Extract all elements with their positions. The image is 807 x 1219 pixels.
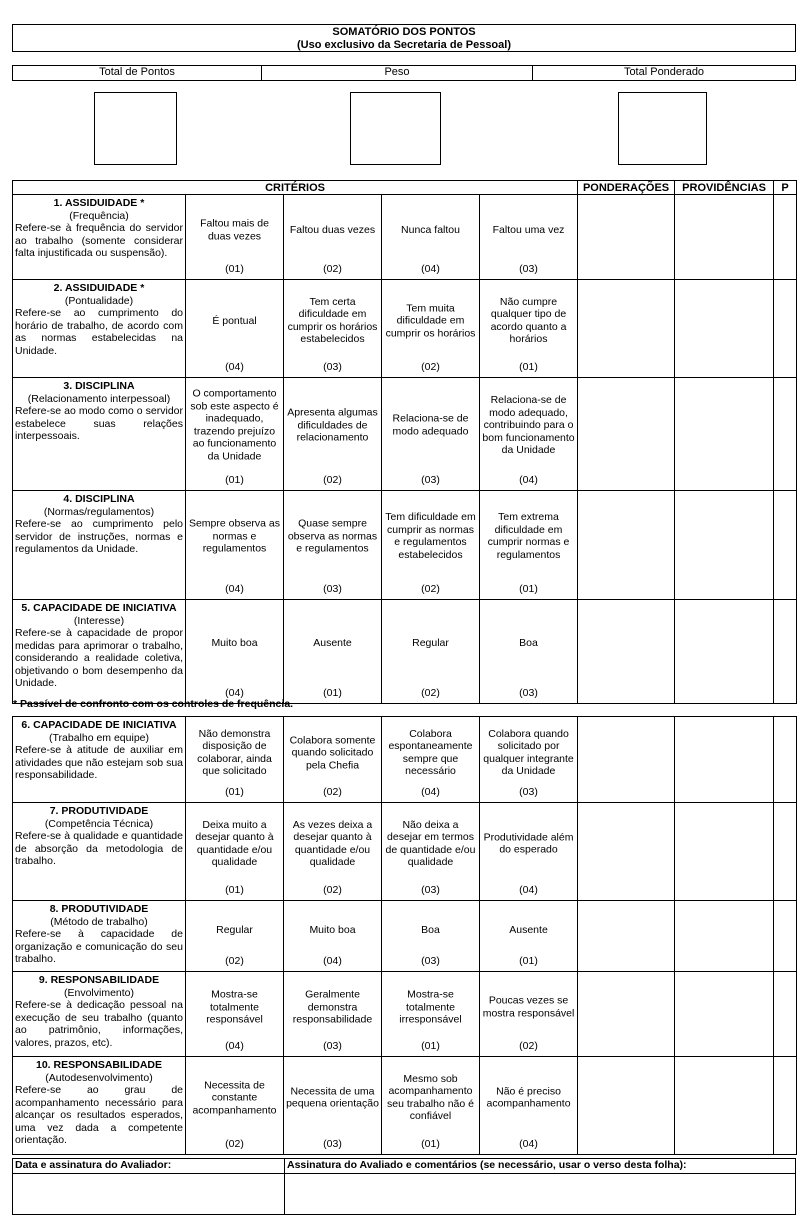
- option-text: Mostra-se totalmente irresponsável: [399, 988, 462, 1026]
- criterion-row: [13, 1057, 797, 1155]
- option-text: Nunca faltou: [401, 224, 460, 237]
- weighted-total-box[interactable]: [618, 92, 707, 165]
- signature-table: [12, 1158, 796, 1215]
- weight-box[interactable]: [350, 92, 441, 165]
- option-cell[interactable]: [284, 972, 382, 1057]
- action-cell[interactable]: [675, 600, 774, 704]
- weighted-total-label: Total Ponderado: [533, 66, 796, 81]
- option-cell[interactable]: [382, 491, 480, 600]
- criterion-label: [13, 280, 186, 378]
- option-cell[interactable]: [186, 195, 284, 280]
- option-value: (01): [519, 582, 538, 595]
- p-cell[interactable]: [774, 378, 797, 491]
- option-cell[interactable]: [480, 1057, 578, 1155]
- criterion-description: Refere-se ao cumprimento do horário de trabalho, de acordo com as normas estabelecidas na Unidade.: [15, 307, 183, 357]
- option-text: Geralmente demonstra responsabilidade: [292, 988, 373, 1026]
- option-cell[interactable]: [186, 803, 284, 901]
- criterion-description: Refere-se ao cumprimento pelo servidor de instruções, normas e regulamentos da Unidade.: [15, 518, 183, 555]
- option-value: (03): [519, 262, 538, 275]
- option-value: (01): [421, 1039, 440, 1052]
- option-cell[interactable]: [284, 378, 382, 491]
- option-cell[interactable]: [186, 378, 284, 491]
- criterion-description: Refere-se à frequência do servidor ao trabalho (somente considerar falta injustificada ou suspensão).: [15, 222, 183, 259]
- action-cell[interactable]: [675, 280, 774, 378]
- option-cell[interactable]: [382, 378, 480, 491]
- option-value: (02): [323, 473, 342, 486]
- points-summary-header: [12, 24, 796, 52]
- option-cell[interactable]: [284, 1057, 382, 1155]
- option-text: Tem dificuldade em cumprir as normas e regulamentos estabelecidos: [385, 511, 476, 561]
- option-cell[interactable]: [284, 491, 382, 600]
- criterion-title: 1. ASSIDUIDADE *: [53, 197, 145, 209]
- criterion-description: Refere-se ao modo como o servidor estabelece suas relações interpessoais.: [15, 405, 183, 442]
- criterion-title: 4. DISCIPLINA: [63, 493, 135, 505]
- criterion-subtitle: (Método de trabalho): [50, 915, 148, 928]
- option-value: (02): [421, 582, 440, 595]
- option-cell[interactable]: [382, 717, 480, 803]
- option-cell[interactable]: [186, 717, 284, 803]
- p-cell[interactable]: [774, 1057, 797, 1155]
- option-cell[interactable]: [480, 600, 578, 704]
- option-value: (02): [323, 785, 342, 798]
- criterion-title: 8. PRODUTIVIDADE: [49, 903, 149, 915]
- option-value: (01): [421, 1137, 440, 1150]
- action-cell[interactable]: [675, 803, 774, 901]
- p-cell[interactable]: [774, 901, 797, 972]
- criterion-title: 3. DISCIPLINA: [63, 380, 135, 392]
- criterion-title: 2. ASSIDUIDADE *: [53, 282, 145, 294]
- criterion-row: [13, 972, 797, 1057]
- option-cell[interactable]: [186, 280, 284, 378]
- option-value: (04): [323, 954, 342, 967]
- header-subtitle: (Uso exclusivo da Secretaria de Pessoal): [297, 39, 511, 51]
- option-cell[interactable]: [382, 972, 480, 1057]
- option-text: Tem muita dificuldade em cumprir os horários: [385, 301, 476, 339]
- option-text: Faltou duas vezes: [289, 224, 376, 237]
- option-value: (04): [421, 785, 440, 798]
- option-text: As vezes deixa a desejar quanto à quantidade e/ou qualidade: [292, 818, 373, 869]
- option-text: É pontual: [212, 314, 257, 327]
- weight-cell[interactable]: [578, 195, 675, 280]
- option-value: (04): [519, 473, 538, 486]
- criterion-title: 10. RESPONSABILIDADE: [35, 1059, 163, 1071]
- option-cell[interactable]: [480, 972, 578, 1057]
- option-text: Regular: [412, 637, 449, 649]
- option-cell[interactable]: [284, 717, 382, 803]
- option-value: (01): [225, 262, 244, 275]
- option-value: (02): [323, 883, 342, 896]
- criterion-subtitle: (Pontualidade): [64, 294, 134, 307]
- criterion-subtitle: (Relacionamento interpessoal): [27, 392, 171, 405]
- option-value: (01): [519, 954, 538, 967]
- option-value: (03): [519, 686, 538, 699]
- option-cell[interactable]: [284, 901, 382, 972]
- p-cell[interactable]: [774, 803, 797, 901]
- evaluated-signature-label: Assinatura do Avaliado e comentários (se necessário, usar o verso desta folha):: [285, 1159, 796, 1174]
- option-text: Quase sempre observa as normas e regulamentos: [287, 517, 378, 555]
- criterion-label: [13, 195, 186, 280]
- option-text: Boa: [519, 637, 538, 649]
- criterion-title: 9. RESPONSABILIDADE: [38, 974, 160, 986]
- criterion-row: [13, 803, 797, 901]
- criterion-row: [13, 378, 797, 491]
- criterion-subtitle: (Normas/regulamentos): [43, 505, 155, 518]
- criteria-header: CRITÉRIOS: [13, 181, 578, 195]
- evaluator-signature-label: Data e assinatura do Avaliador:: [13, 1159, 285, 1174]
- option-value: (04): [225, 582, 244, 595]
- criterion-label: [13, 901, 186, 972]
- option-value: (01): [225, 473, 244, 486]
- option-cell[interactable]: [480, 717, 578, 803]
- option-value: (01): [519, 360, 538, 373]
- option-value: (02): [225, 954, 244, 967]
- criterion-label: [13, 803, 186, 901]
- option-value: (02): [421, 686, 440, 699]
- option-cell[interactable]: [480, 378, 578, 491]
- p-cell[interactable]: [774, 972, 797, 1057]
- weight-cell[interactable]: [578, 378, 675, 491]
- option-text: Ausente: [509, 924, 548, 937]
- criterion-subtitle: (Autodesenvolvimento): [45, 1071, 153, 1084]
- criterion-subtitle: (Frequência): [69, 209, 129, 222]
- weight-cell[interactable]: [578, 1057, 675, 1155]
- criterion-row: [13, 280, 797, 378]
- criterion-title: 6. CAPACIDADE DE INICIATIVA: [21, 719, 177, 731]
- option-value: (03): [323, 582, 342, 595]
- header-title: SOMATÓRIO DOS PONTOS: [332, 26, 476, 38]
- option-cell[interactable]: [186, 901, 284, 972]
- option-cell[interactable]: [284, 600, 382, 704]
- option-cell[interactable]: [186, 491, 284, 600]
- weight-cell[interactable]: [578, 972, 675, 1057]
- p-cell[interactable]: [774, 600, 797, 704]
- option-cell[interactable]: [186, 1057, 284, 1155]
- criterion-label: [13, 717, 186, 803]
- option-cell[interactable]: [480, 195, 578, 280]
- option-cell[interactable]: [480, 901, 578, 972]
- option-value: (03): [323, 1039, 342, 1052]
- criterion-subtitle: (Interesse): [73, 614, 125, 627]
- option-text: Colabora espontaneamente sempre que necessário: [388, 727, 473, 778]
- actions-header: PROVIDÊNCIAS: [675, 181, 774, 195]
- option-value: (03): [421, 473, 440, 486]
- option-cell[interactable]: [480, 280, 578, 378]
- option-value: (04): [519, 883, 538, 896]
- criterion-subtitle: (Competência Técnica): [44, 817, 154, 830]
- option-cell[interactable]: [186, 972, 284, 1057]
- criterion-title: 7. PRODUTIVIDADE: [49, 805, 149, 817]
- option-value: (04): [225, 686, 244, 699]
- weight-cell[interactable]: [578, 803, 675, 901]
- action-cell[interactable]: [675, 972, 774, 1057]
- weight-cell[interactable]: [578, 901, 675, 972]
- option-text: Regular: [216, 924, 253, 937]
- criterion-row: [13, 717, 797, 803]
- option-cell[interactable]: [382, 280, 480, 378]
- option-text: Colabora quando solicitado por qualquer integrante da Unidade: [483, 727, 574, 778]
- criterion-label: [13, 600, 186, 704]
- option-text: Faltou uma vez: [492, 224, 565, 237]
- option-text: Não demonstra disposição de colaborar, ainda que solicitado: [197, 727, 272, 778]
- option-text: Deixa muito a desejar quanto à quantidade e/ou qualidade: [195, 818, 274, 869]
- action-cell[interactable]: [675, 1057, 774, 1155]
- option-text: Não cumpre qualquer tipo de acordo quanto a horários: [490, 295, 567, 346]
- criterion-description: Refere-se ao grau de acompanhamento necessário para alcançar os resultados esperados, uma vez dada a competente orientação.: [15, 1084, 183, 1146]
- option-text: Necessita de constante acompanhamento: [192, 1078, 277, 1116]
- option-cell[interactable]: [284, 195, 382, 280]
- option-value: (04): [421, 262, 440, 275]
- option-text: Colabora somente quando solicitado pela Chefia: [289, 733, 376, 771]
- criterion-description: Refere-se à qualidade e quantidade de absorção da metodologia de trabalho.: [15, 830, 183, 867]
- criterion-description: Refere-se à dedicação pessoal na execução de seu trabalho (quanto ao patrimônio, informações, valores, prazos, etc).: [15, 999, 183, 1049]
- action-cell[interactable]: [675, 717, 774, 803]
- p-cell[interactable]: [774, 717, 797, 803]
- criterion-label: [13, 972, 186, 1057]
- total-points-label: Total de Pontos: [13, 66, 262, 81]
- criterion-subtitle: (Envolvimento): [63, 986, 135, 999]
- frequency-note: * Passível de confronto com os controles de frequência.: [13, 698, 294, 710]
- weight-label: Peso: [262, 66, 533, 81]
- option-text: Sempre observa as normas e regulamentos: [188, 517, 281, 555]
- option-cell[interactable]: [382, 1057, 480, 1155]
- option-text: Ausente: [313, 637, 352, 649]
- option-value: (03): [323, 360, 342, 373]
- p-cell[interactable]: [774, 195, 797, 280]
- option-value: (01): [323, 686, 342, 699]
- criterion-label: [13, 1057, 186, 1155]
- option-cell[interactable]: [480, 803, 578, 901]
- option-text: O comportamento sob este aspecto é inadequado, trazendo prejuízo ao funcionamento da Unidade: [190, 387, 279, 463]
- option-value: (04): [225, 360, 244, 373]
- option-text: Boa: [421, 924, 440, 937]
- option-text: Necessita de uma pequena orientação: [286, 1085, 379, 1110]
- action-cell[interactable]: [675, 491, 774, 600]
- option-text: Mostra-se totalmente responsável: [206, 988, 263, 1026]
- option-text: Relaciona-se de modo adequado: [392, 412, 469, 438]
- p-cell[interactable]: [774, 280, 797, 378]
- criteria-table: [12, 180, 797, 1155]
- action-cell[interactable]: [675, 378, 774, 491]
- criterion-row: [13, 600, 797, 704]
- option-text: Apresenta algumas dificuldades de relacionamento: [287, 406, 378, 444]
- option-text: Relaciona-se de modo adequado, contribuindo para o bom funcionamento da Unidade: [482, 393, 575, 456]
- option-value: (04): [225, 1039, 244, 1052]
- criterion-subtitle: (Trabalho em equipe): [49, 731, 149, 744]
- option-text: Muito boa: [211, 637, 258, 649]
- criterion-row: [13, 901, 797, 972]
- criterion-description: Refere-se à atitude de auxiliar em atividades que não estejam sob sua responsabilidade.: [15, 744, 183, 781]
- criterion-row: [13, 491, 797, 600]
- option-cell[interactable]: [186, 600, 284, 704]
- option-cell[interactable]: [382, 195, 480, 280]
- option-value: (02): [225, 1137, 244, 1150]
- weight-cell[interactable]: [578, 600, 675, 704]
- action-cell[interactable]: [675, 901, 774, 972]
- option-value: (03): [421, 883, 440, 896]
- option-value: (03): [421, 954, 440, 967]
- total-points-box[interactable]: [94, 92, 177, 165]
- option-text: Não deixa a desejar em termos de quantidade e/ou qualidade: [385, 818, 476, 869]
- option-text: Tem extrema dificuldade em cumprir normas e regulamentos: [487, 511, 570, 561]
- criterion-title: 5. CAPACIDADE DE INICIATIVA: [21, 602, 177, 614]
- option-value: (02): [323, 262, 342, 275]
- option-text: Mesmo sob acompanhamento seu trabalho não é confiável: [387, 1072, 474, 1123]
- option-cell[interactable]: [284, 280, 382, 378]
- criterion-row: [13, 195, 797, 280]
- weight-cell[interactable]: [578, 491, 675, 600]
- option-value: (03): [323, 1137, 342, 1150]
- option-cell[interactable]: [382, 803, 480, 901]
- option-text: Muito boa: [309, 924, 356, 937]
- option-value: (01): [225, 785, 244, 798]
- points-table: [12, 65, 796, 81]
- option-text: Produtividade além do esperado: [483, 831, 574, 856]
- criterion-description: Refere-se à capacidade de organização e comunicação do seu trabalho.: [15, 928, 183, 965]
- option-text: Faltou mais de duas vezes: [200, 217, 269, 243]
- option-value: (03): [519, 785, 538, 798]
- option-value: (01): [225, 883, 244, 896]
- criterion-label: [13, 378, 186, 491]
- weight-cell[interactable]: [578, 280, 675, 378]
- p-header: P: [774, 181, 797, 195]
- criterion-label: [13, 491, 186, 600]
- option-cell[interactable]: [382, 600, 480, 704]
- weights-header: PONDERAÇÕES: [578, 181, 675, 195]
- evaluated-signature-field[interactable]: [285, 1174, 796, 1215]
- option-text: Poucas vezes se mostra responsável: [482, 994, 575, 1020]
- option-cell[interactable]: [480, 491, 578, 600]
- criterion-description: Refere-se à capacidade de propor medidas para aprimorar o trabalho, considerando a realidade coletiva, objetivando o bom desempenho da Unidade.: [15, 627, 183, 689]
- option-cell[interactable]: [284, 803, 382, 901]
- option-text: Tem certa dificuldade em cumprir os horários estabelecidos: [287, 295, 378, 346]
- evaluator-signature-field[interactable]: [13, 1174, 285, 1215]
- weight-cell[interactable]: [578, 717, 675, 803]
- option-text: Não é preciso acompanhamento: [486, 1085, 571, 1110]
- option-cell[interactable]: [382, 901, 480, 972]
- option-value: (02): [519, 1039, 538, 1052]
- option-value: (04): [519, 1137, 538, 1150]
- option-value: (02): [421, 360, 440, 373]
- action-cell[interactable]: [675, 195, 774, 280]
- p-cell[interactable]: [774, 491, 797, 600]
